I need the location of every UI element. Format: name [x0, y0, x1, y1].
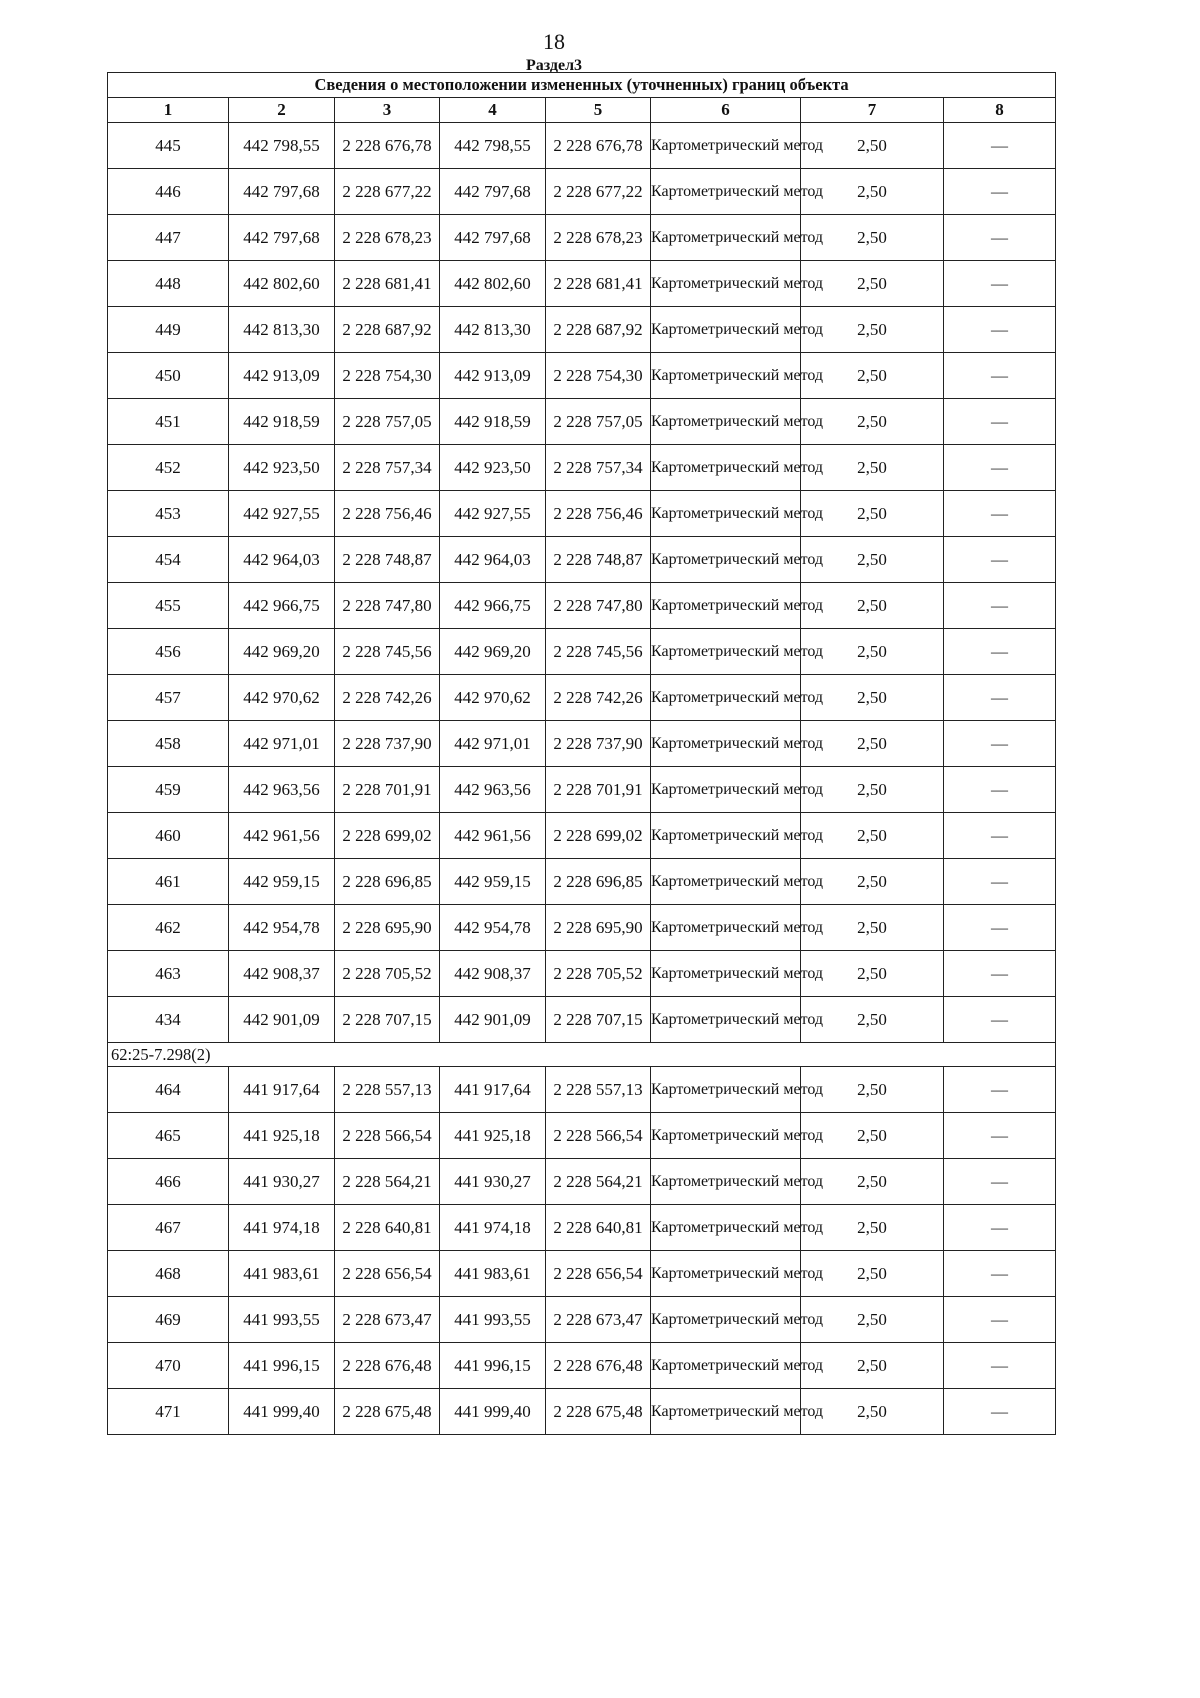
x-old-cell: 441 974,18: [229, 1205, 335, 1251]
accuracy-cell: 2,50: [801, 491, 944, 537]
description-cell: —: [944, 1159, 1056, 1205]
table-row: [108, 445, 1056, 491]
table-body: [108, 123, 1056, 1435]
x-new-cell: 442 908,37: [440, 951, 546, 997]
accuracy-cell: 2,50: [801, 1205, 944, 1251]
y-new-cell: 2 228 699,02: [546, 813, 651, 859]
accuracy-cell: 2,50: [801, 1343, 944, 1389]
accuracy-cell: 2,50: [801, 1389, 944, 1435]
y-new-cell: 2 228 745,56: [546, 629, 651, 675]
table-row: [108, 1343, 1056, 1389]
y-new-cell: 2 228 557,13: [546, 1067, 651, 1113]
section-title: Раздел3: [525, 57, 583, 74]
method-cell: Картометрический метод: [651, 123, 801, 169]
y-new-cell: 2 228 742,26: [546, 675, 651, 721]
accuracy-cell: 2,50: [801, 951, 944, 997]
description-cell: —: [944, 997, 1056, 1043]
table-row: [108, 169, 1056, 215]
x-new-cell: 441 996,15: [440, 1343, 546, 1389]
x-new-cell: 441 999,40: [440, 1389, 546, 1435]
table-row: [108, 1389, 1056, 1435]
column-number: 3: [335, 98, 440, 123]
column-number: 1: [108, 98, 229, 123]
x-new-cell: 442 798,55: [440, 123, 546, 169]
point-number-cell: 464: [108, 1067, 229, 1113]
point-number-cell: 459: [108, 767, 229, 813]
x-old-cell: 442 959,15: [229, 859, 335, 905]
method-cell: Картометрический метод: [651, 1067, 801, 1113]
y-old-cell: 2 228 564,21: [335, 1159, 440, 1205]
point-number-cell: 462: [108, 905, 229, 951]
method-cell: Картометрический метод: [651, 997, 801, 1043]
table-row: [108, 261, 1056, 307]
accuracy-cell: 2,50: [801, 1113, 944, 1159]
accuracy-cell: 2,50: [801, 169, 944, 215]
method-cell: Картометрический метод: [651, 215, 801, 261]
description-cell: —: [944, 675, 1056, 721]
column-number: 2: [229, 98, 335, 123]
method-cell: Картометрический метод: [651, 1343, 801, 1389]
y-new-cell: 2 228 701,91: [546, 767, 651, 813]
description-cell: —: [944, 859, 1056, 905]
column-number: 5: [546, 98, 651, 123]
accuracy-cell: 2,50: [801, 997, 944, 1043]
table-row: [108, 583, 1056, 629]
y-new-cell: 2 228 677,22: [546, 169, 651, 215]
method-cell: Картометрический метод: [651, 537, 801, 583]
x-new-cell: 442 970,62: [440, 675, 546, 721]
table-row: [108, 1205, 1056, 1251]
method-cell: Картометрический метод: [651, 445, 801, 491]
accuracy-cell: 2,50: [801, 215, 944, 261]
y-old-cell: 2 228 566,54: [335, 1113, 440, 1159]
x-new-cell: 442 966,75: [440, 583, 546, 629]
point-number-cell: 469: [108, 1297, 229, 1343]
accuracy-cell: 2,50: [801, 399, 944, 445]
accuracy-cell: 2,50: [801, 813, 944, 859]
method-cell: Картометрический метод: [651, 307, 801, 353]
method-cell: Картометрический метод: [651, 399, 801, 445]
accuracy-cell: 2,50: [801, 905, 944, 951]
point-number-cell: 458: [108, 721, 229, 767]
description-cell: —: [944, 1389, 1056, 1435]
y-old-cell: 2 228 756,46: [335, 491, 440, 537]
point-number-cell: 446: [108, 169, 229, 215]
point-number-cell: 451: [108, 399, 229, 445]
description-cell: —: [944, 1067, 1056, 1113]
method-cell: Картометрический метод: [651, 1113, 801, 1159]
y-new-cell: 2 228 757,34: [546, 445, 651, 491]
x-old-cell: 442 918,59: [229, 399, 335, 445]
table-row: [108, 1159, 1056, 1205]
method-cell: Картометрический метод: [651, 1159, 801, 1205]
description-cell: —: [944, 1297, 1056, 1343]
y-new-cell: 2 228 707,15: [546, 997, 651, 1043]
y-new-cell: 2 228 640,81: [546, 1205, 651, 1251]
point-number-cell: 456: [108, 629, 229, 675]
y-new-cell: 2 228 757,05: [546, 399, 651, 445]
x-new-cell: 442 971,01: [440, 721, 546, 767]
method-cell: Картометрический метод: [651, 1251, 801, 1297]
x-new-cell: 441 930,27: [440, 1159, 546, 1205]
x-old-cell: 442 969,20: [229, 629, 335, 675]
x-old-cell: 441 917,64: [229, 1067, 335, 1113]
y-old-cell: 2 228 705,52: [335, 951, 440, 997]
x-new-cell: 441 974,18: [440, 1205, 546, 1251]
column-number: 4: [440, 98, 546, 123]
accuracy-cell: 2,50: [801, 767, 944, 813]
point-number-cell: 460: [108, 813, 229, 859]
x-old-cell: 441 999,40: [229, 1389, 335, 1435]
point-number-cell: 471: [108, 1389, 229, 1435]
column-number: 7: [801, 98, 944, 123]
y-old-cell: 2 228 748,87: [335, 537, 440, 583]
y-old-cell: 2 228 687,92: [335, 307, 440, 353]
description-cell: —: [944, 583, 1056, 629]
point-number-cell: 447: [108, 215, 229, 261]
y-new-cell: 2 228 754,30: [546, 353, 651, 399]
y-new-cell: 2 228 678,23: [546, 215, 651, 261]
method-cell: Картометрический метод: [651, 1205, 801, 1251]
description-cell: —: [944, 721, 1056, 767]
table-row: [108, 1067, 1056, 1113]
y-old-cell: 2 228 696,85: [335, 859, 440, 905]
group-row: [108, 1043, 1056, 1067]
x-new-cell: 442 797,68: [440, 169, 546, 215]
point-number-cell: 463: [108, 951, 229, 997]
point-number-cell: 452: [108, 445, 229, 491]
table-row: [108, 813, 1056, 859]
description-cell: —: [944, 399, 1056, 445]
y-old-cell: 2 228 678,23: [335, 215, 440, 261]
table-row: [108, 1297, 1056, 1343]
method-cell: Картометрический метод: [651, 813, 801, 859]
point-number-cell: 434: [108, 997, 229, 1043]
accuracy-cell: 2,50: [801, 859, 944, 905]
x-old-cell: 442 797,68: [229, 169, 335, 215]
point-number-cell: 470: [108, 1343, 229, 1389]
x-new-cell: 442 813,30: [440, 307, 546, 353]
table-row: [108, 123, 1056, 169]
method-cell: Картометрический метод: [651, 261, 801, 307]
table-row: [108, 399, 1056, 445]
accuracy-cell: 2,50: [801, 1297, 944, 1343]
y-old-cell: 2 228 695,90: [335, 905, 440, 951]
table-title-row: [108, 73, 1056, 98]
point-number-cell: 448: [108, 261, 229, 307]
y-new-cell: 2 228 687,92: [546, 307, 651, 353]
y-old-cell: 2 228 677,22: [335, 169, 440, 215]
x-old-cell: 441 993,55: [229, 1297, 335, 1343]
y-new-cell: 2 228 673,47: [546, 1297, 651, 1343]
table-row: [108, 307, 1056, 353]
y-old-cell: 2 228 557,13: [335, 1067, 440, 1113]
x-old-cell: 442 798,55: [229, 123, 335, 169]
method-cell: Картометрический метод: [651, 951, 801, 997]
y-new-cell: 2 228 676,78: [546, 123, 651, 169]
x-new-cell: 442 802,60: [440, 261, 546, 307]
description-cell: —: [944, 537, 1056, 583]
point-number-cell: 457: [108, 675, 229, 721]
accuracy-cell: 2,50: [801, 1067, 944, 1113]
y-old-cell: 2 228 676,78: [335, 123, 440, 169]
coordinates-table: [107, 72, 1056, 1435]
description-cell: —: [944, 1343, 1056, 1389]
method-cell: Картометрический метод: [651, 353, 801, 399]
y-new-cell: 2 228 748,87: [546, 537, 651, 583]
description-cell: —: [944, 445, 1056, 491]
y-new-cell: 2 228 676,48: [546, 1343, 651, 1389]
table-row: [108, 537, 1056, 583]
accuracy-cell: 2,50: [801, 261, 944, 307]
x-new-cell: 441 993,55: [440, 1297, 546, 1343]
point-number-cell: 449: [108, 307, 229, 353]
table-row: [108, 1113, 1056, 1159]
page-number: 18: [543, 29, 565, 54]
table-row: [108, 353, 1056, 399]
table-row: [108, 215, 1056, 261]
point-number-cell: 445: [108, 123, 229, 169]
description-cell: —: [944, 261, 1056, 307]
description-cell: —: [944, 491, 1056, 537]
y-old-cell: 2 228 675,48: [335, 1389, 440, 1435]
description-cell: —: [944, 123, 1056, 169]
y-new-cell: 2 228 675,48: [546, 1389, 651, 1435]
method-cell: Картометрический метод: [651, 491, 801, 537]
y-old-cell: 2 228 673,47: [335, 1297, 440, 1343]
x-old-cell: 442 961,56: [229, 813, 335, 859]
y-old-cell: 2 228 699,02: [335, 813, 440, 859]
x-old-cell: 442 970,62: [229, 675, 335, 721]
description-cell: —: [944, 353, 1056, 399]
x-old-cell: 442 908,37: [229, 951, 335, 997]
x-new-cell: 442 961,56: [440, 813, 546, 859]
column-number: 6: [651, 98, 801, 123]
y-old-cell: 2 228 681,41: [335, 261, 440, 307]
point-number-cell: 453: [108, 491, 229, 537]
x-old-cell: 442 923,50: [229, 445, 335, 491]
table-row: [108, 629, 1056, 675]
y-new-cell: 2 228 696,85: [546, 859, 651, 905]
y-old-cell: 2 228 676,48: [335, 1343, 440, 1389]
x-old-cell: 442 971,01: [229, 721, 335, 767]
table-row: [108, 997, 1056, 1043]
x-new-cell: 441 917,64: [440, 1067, 546, 1113]
x-new-cell: 442 964,03: [440, 537, 546, 583]
point-number-cell: 468: [108, 1251, 229, 1297]
x-old-cell: 441 925,18: [229, 1113, 335, 1159]
y-old-cell: 2 228 640,81: [335, 1205, 440, 1251]
accuracy-cell: 2,50: [801, 1159, 944, 1205]
x-new-cell: 442 959,15: [440, 859, 546, 905]
point-number-cell: 454: [108, 537, 229, 583]
x-new-cell: 442 969,20: [440, 629, 546, 675]
table-row: [108, 1251, 1056, 1297]
method-cell: Картометрический метод: [651, 767, 801, 813]
y-old-cell: 2 228 701,91: [335, 767, 440, 813]
point-number-cell: 467: [108, 1205, 229, 1251]
accuracy-cell: 2,50: [801, 353, 944, 399]
description-cell: —: [944, 1113, 1056, 1159]
point-number-cell: 466: [108, 1159, 229, 1205]
y-old-cell: 2 228 707,15: [335, 997, 440, 1043]
method-cell: Картометрический метод: [651, 629, 801, 675]
x-new-cell: 442 918,59: [440, 399, 546, 445]
y-new-cell: 2 228 695,90: [546, 905, 651, 951]
method-cell: Картометрический метод: [651, 675, 801, 721]
table-title: Сведения о местоположении измененных (уточненных) границ объекта: [108, 73, 1056, 98]
accuracy-cell: 2,50: [801, 537, 944, 583]
description-cell: —: [944, 767, 1056, 813]
y-new-cell: 2 228 566,54: [546, 1113, 651, 1159]
x-old-cell: 442 963,56: [229, 767, 335, 813]
x-old-cell: 442 913,09: [229, 353, 335, 399]
x-old-cell: 441 983,61: [229, 1251, 335, 1297]
y-old-cell: 2 228 747,80: [335, 583, 440, 629]
point-number-cell: 465: [108, 1113, 229, 1159]
description-cell: —: [944, 215, 1056, 261]
method-cell: Картометрический метод: [651, 1297, 801, 1343]
x-old-cell: 442 813,30: [229, 307, 335, 353]
x-new-cell: 441 983,61: [440, 1251, 546, 1297]
y-new-cell: 2 228 756,46: [546, 491, 651, 537]
x-new-cell: 442 913,09: [440, 353, 546, 399]
x-old-cell: 441 930,27: [229, 1159, 335, 1205]
x-old-cell: 442 954,78: [229, 905, 335, 951]
x-old-cell: 442 797,68: [229, 215, 335, 261]
description-cell: —: [944, 951, 1056, 997]
x-old-cell: 442 927,55: [229, 491, 335, 537]
method-cell: Картометрический метод: [651, 859, 801, 905]
table-row: [108, 951, 1056, 997]
accuracy-cell: 2,50: [801, 307, 944, 353]
table-row: [108, 905, 1056, 951]
table-row: [108, 721, 1056, 767]
y-old-cell: 2 228 737,90: [335, 721, 440, 767]
method-cell: Картометрический метод: [651, 905, 801, 951]
y-old-cell: 2 228 757,34: [335, 445, 440, 491]
y-new-cell: 2 228 705,52: [546, 951, 651, 997]
x-new-cell: 441 925,18: [440, 1113, 546, 1159]
x-new-cell: 442 923,50: [440, 445, 546, 491]
y-new-cell: 2 228 564,21: [546, 1159, 651, 1205]
y-new-cell: 2 228 747,80: [546, 583, 651, 629]
accuracy-cell: 2,50: [801, 721, 944, 767]
point-number-cell: 450: [108, 353, 229, 399]
y-old-cell: 2 228 742,26: [335, 675, 440, 721]
point-number-cell: 455: [108, 583, 229, 629]
table-row: [108, 767, 1056, 813]
accuracy-cell: 2,50: [801, 445, 944, 491]
x-old-cell: 442 802,60: [229, 261, 335, 307]
y-new-cell: 2 228 681,41: [546, 261, 651, 307]
accuracy-cell: 2,50: [801, 1251, 944, 1297]
group-label: 62:25-7.298(2): [108, 1043, 1056, 1067]
description-cell: —: [944, 813, 1056, 859]
y-old-cell: 2 228 754,30: [335, 353, 440, 399]
x-new-cell: 442 797,68: [440, 215, 546, 261]
table-row: [108, 491, 1056, 537]
x-new-cell: 442 927,55: [440, 491, 546, 537]
description-cell: —: [944, 307, 1056, 353]
table-row: [108, 859, 1056, 905]
method-cell: Картометрический метод: [651, 169, 801, 215]
x-old-cell: 442 966,75: [229, 583, 335, 629]
accuracy-cell: 2,50: [801, 629, 944, 675]
x-new-cell: 442 954,78: [440, 905, 546, 951]
y-old-cell: 2 228 656,54: [335, 1251, 440, 1297]
y-old-cell: 2 228 757,05: [335, 399, 440, 445]
x-new-cell: 442 901,09: [440, 997, 546, 1043]
x-old-cell: 441 996,15: [229, 1343, 335, 1389]
x-new-cell: 442 963,56: [440, 767, 546, 813]
accuracy-cell: 2,50: [801, 675, 944, 721]
x-old-cell: 442 964,03: [229, 537, 335, 583]
description-cell: —: [944, 169, 1056, 215]
y-new-cell: 2 228 656,54: [546, 1251, 651, 1297]
column-number-row: [108, 98, 1056, 123]
accuracy-cell: 2,50: [801, 583, 944, 629]
accuracy-cell: 2,50: [801, 123, 944, 169]
method-cell: Картометрический метод: [651, 1389, 801, 1435]
point-number-cell: 461: [108, 859, 229, 905]
description-cell: —: [944, 905, 1056, 951]
description-cell: —: [944, 1251, 1056, 1297]
description-cell: —: [944, 629, 1056, 675]
description-cell: —: [944, 1205, 1056, 1251]
y-new-cell: 2 228 737,90: [546, 721, 651, 767]
table-row: [108, 675, 1056, 721]
y-old-cell: 2 228 745,56: [335, 629, 440, 675]
x-old-cell: 442 901,09: [229, 997, 335, 1043]
method-cell: Картометрический метод: [651, 583, 801, 629]
method-cell: Картометрический метод: [651, 721, 801, 767]
column-number: 8: [944, 98, 1056, 123]
